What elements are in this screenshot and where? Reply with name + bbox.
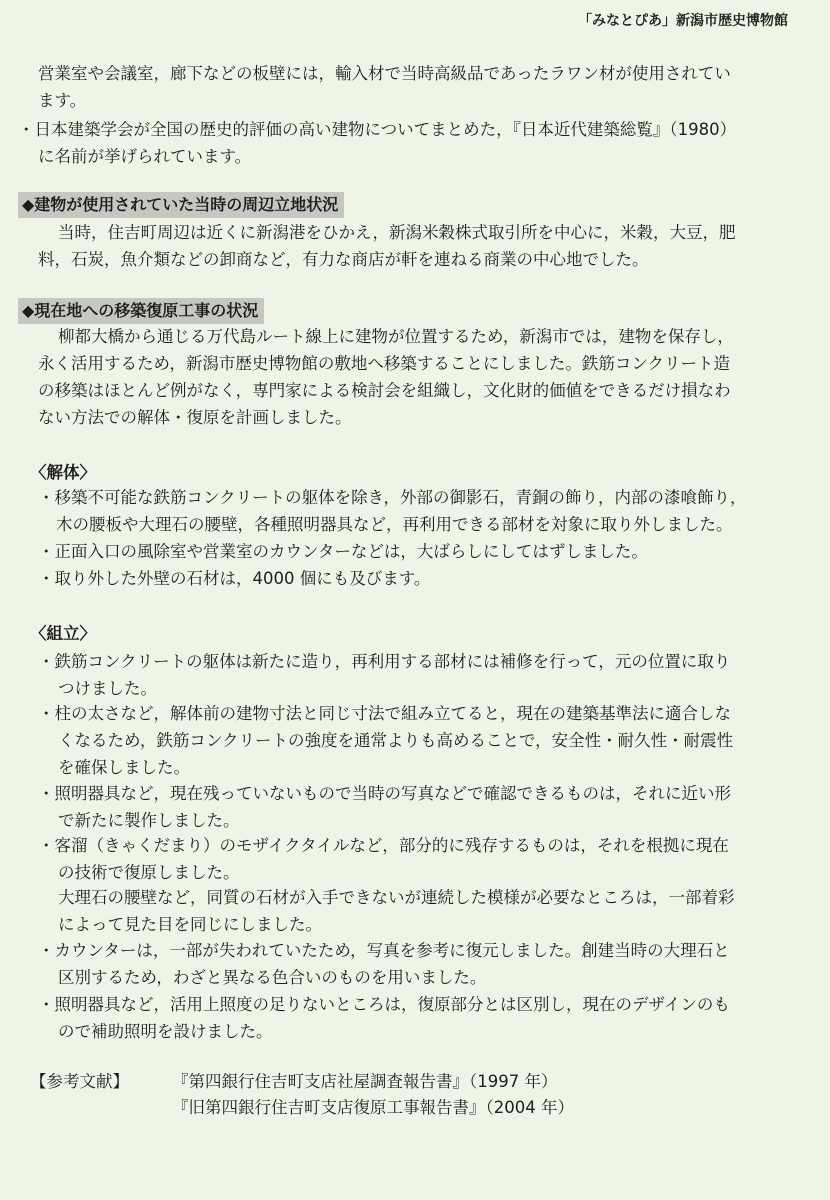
assembly-bullet-4-line-2: の技術で復原しました。 [58, 863, 240, 882]
section1-line-1: 当時，住吉町周辺は近くに新潟港をひかえ，新潟米穀株式取引所を中心に，米穀，大豆，肥 [58, 223, 736, 242]
dismantling-bullet-1-line-2: 木の腰板や大理石の腰壁，各種照明器具など，再利用できる部材を対象に取り外しました。 [56, 515, 733, 534]
section2-line-1: 柳都大橋から通じる万代島ルート線上に建物が位置するため，新潟市では，建物を保存し， [58, 327, 734, 346]
assembly-bullet-2-line-2: くなるため，鉄筋コンクリートの強度を通常よりも高めることで，安全性・耐久性・耐震性 [58, 731, 734, 750]
subsection-label-dismantling: 〈解体〉 [30, 463, 96, 482]
assembly-bullet-5-line-1: ・カウンターは，一部が失われていたため，写真を参考に復元しました。創建当時の大理石と [38, 941, 730, 960]
assembly-bullet-1-line-1: ・鉄筋コンクリートの躯体は新たに造り，再利用する部材には補修を行って，元の位置に取り [38, 652, 731, 671]
assembly-bullet-4-line-3: 大理石の腰壁など，同質の石材が入手できないが連続した模様が必要なところは，一部着彩 [58, 888, 735, 907]
subsection-label-assembly: 〈組立〉 [30, 624, 96, 643]
assembly-bullet-4-line-4: によって見た目を同じにしました。 [58, 915, 322, 934]
intro-line-1: 営業室や会議室，廊下などの板壁には，輸入材で当時高級品であったラワン材が使用されてい [38, 64, 731, 83]
section1-line-2: 料，石炭，魚介類などの卸商など，有力な商店が軒を連ねる商業の中心地でした。 [38, 250, 649, 269]
reference-item-1: 『第四銀行住吉町支店社屋調査報告書』（1997 年） [172, 1072, 558, 1091]
assembly-bullet-4-line-1: ・客溜（きゃくだまり）のモザイクタイルなど，部分的に残存するものは，それを根拠に現在 [38, 836, 729, 855]
dismantling-bullet-2: ・正面入口の風除室や営業室のカウンターなどは，大ばらしにしてはずしました。 [38, 542, 648, 561]
dismantling-bullet-1-line-1: ・移築不可能な鉄筋コンクリートの躯体を除き，外部の御影石，青銅の飾り，内部の漆喰飾り， [38, 488, 747, 507]
assembly-bullet-3-line-2: で新たに製作しました。 [58, 811, 240, 830]
page-header-title: 「みなとぴあ」新潟市歴史博物館 [578, 13, 788, 29]
section2-line-3: の移築はほとんど例がなく，専門家による検討会を組織し，文化財的価値をできるだけ損なわ [38, 381, 731, 400]
assembly-bullet-6-line-1: ・照明器具など，活用上照度の足りないところは，復原部分とは区別し，現在のデザインのも [38, 995, 730, 1014]
intro-bullet-line-1: ・日本建築学会が全国の歴史的評価の高い建物についてまとめた，『日本近代建築総覧』（1980） [18, 120, 737, 139]
section2-line-4: ない方法での解体・復原を計画しました。 [38, 408, 352, 427]
assembly-bullet-5-line-2: 区別するため，わざと異なる色合いのものを用いました。 [58, 968, 487, 987]
assembly-bullet-2-line-1: ・柱の太さなど，解体前の建物寸法と同じ寸法で組み立てると，現在の建築基準法に適合しな [38, 704, 731, 723]
intro-line-2: ます。 [38, 91, 87, 110]
section2-line-2: 永く活用するため，新潟市歴史博物館の敷地へ移築することにしました。鉄筋コンクリート造 [38, 354, 731, 373]
section-heading-relocation: ◆現在地への移築復原工事の状況 [18, 298, 264, 324]
assembly-bullet-3-line-1: ・照明器具など，現在残っていないもので当時の写真などで確認できるものは，それに近い形 [38, 784, 731, 803]
dismantling-bullet-3: ・取り外した外壁の石材は，4000 個にも及びます。 [38, 569, 431, 588]
section-heading-surroundings: ◆建物が使用されていた当時の周辺立地状況 [18, 192, 344, 218]
references-label: 【参考文献】 [30, 1072, 129, 1091]
assembly-bullet-1-line-2: つけました。 [58, 679, 157, 698]
intro-bullet-line-2: に名前が挙げられています。 [38, 147, 252, 166]
reference-item-2: 『旧第四銀行住吉町支店復原工事報告書』（2004 年） [172, 1098, 574, 1117]
assembly-bullet-6-line-2: ので補助照明を設けました。 [58, 1022, 273, 1041]
assembly-bullet-2-line-3: を確保しました。 [58, 758, 190, 777]
